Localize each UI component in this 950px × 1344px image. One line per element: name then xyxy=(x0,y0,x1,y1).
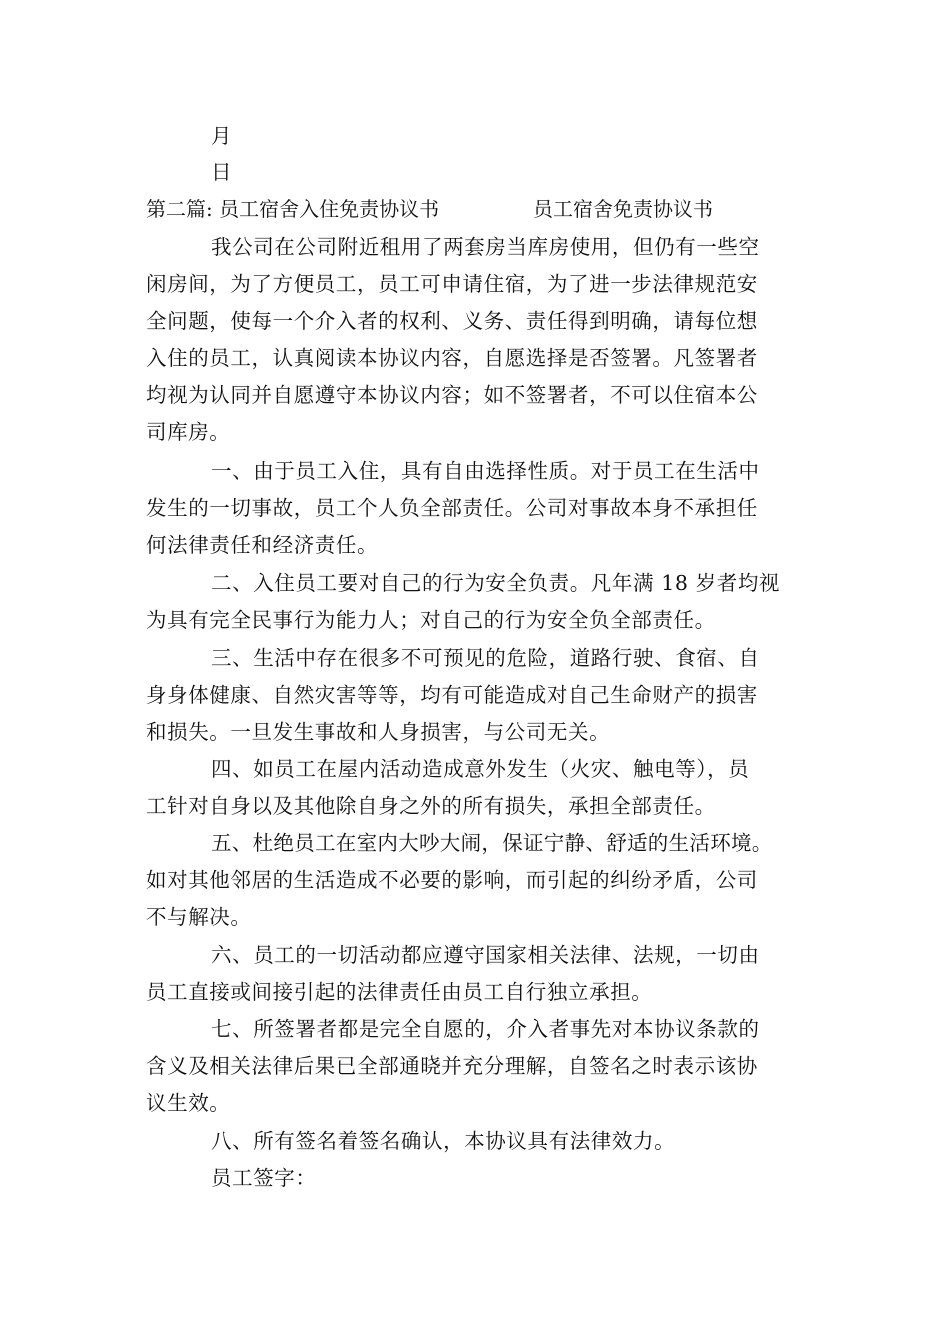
section-heading: 第二篇: 员工宿舍入住免责协议书 xyxy=(146,197,440,221)
clause-7-line: 议生效。 xyxy=(146,1091,231,1115)
date-day: 日 xyxy=(211,160,233,184)
clause-5-line: 不与解决。 xyxy=(146,905,252,929)
signature-label: 员工签字： xyxy=(211,1166,317,1190)
intro-line: 全问题，使每一个介入者的权利、义务、责任得到明确，请每位想 xyxy=(146,309,758,333)
intro-line: 均视为认同并自愿遵守本协议内容；如不签署者，不可以住宿本公 xyxy=(146,383,758,407)
clause-4-line: 四、如员工在屋内活动造成意外发生（火灾、触电等），员 xyxy=(211,757,750,781)
clause-7-line: 含义及相关法律后果已全部通晓并充分理解，自签名之时表示该协 xyxy=(146,1054,758,1078)
clause-2-line: 为具有完全民事行为能力人；对自己的行为安全负全部责任。 xyxy=(146,608,716,632)
clause-5-line: 如对其他邻居的生活造成不必要的影响，而引起的纠纷矛盾，公司 xyxy=(146,868,758,892)
date-month: 月 xyxy=(211,124,233,148)
clause-3-line: 三、生活中存在很多不可预见的危险，道路行驶、食宿、自 xyxy=(211,646,760,670)
clause-8-line: 八、所有签名着签名确认，本协议具有法律效力。 xyxy=(211,1129,676,1153)
clause-3-line: 身身体健康、自然灾害等等，均有可能造成对自己生命财产的损害 xyxy=(146,683,758,707)
clause-6-line: 员工直接或间接引起的法律责任由员工自行独立承担。 xyxy=(146,980,653,1004)
clause-7-line: 七、所签署者都是完全自愿的，介入者事先对本协议条款的 xyxy=(211,1017,760,1041)
clause-2-line: 二、入住员工要对自己的行为安全负责。凡年满 18 岁者均视 xyxy=(211,571,781,595)
document-title: 员工宿舍免责协议书 xyxy=(533,197,713,221)
clause-1-line: 何法律责任和经济责任。 xyxy=(146,533,379,557)
intro-line: 我公司在公司附近租用了两套房当库房使用，但仍有一些空 xyxy=(211,235,760,259)
clause-1-line: 发生的一切事故，员工个人负全部责任。公司对事故本身不承担任 xyxy=(146,496,758,520)
clause-6-line: 六、员工的一切活动都应遵守国家相关法律、法规，一切由 xyxy=(211,943,760,967)
clause-3-line: 和损失。一旦发生事故和人身损害，与公司无关。 xyxy=(146,720,611,744)
intro-line: 闲房间，为了方便员工，员工可申请住宿，为了进一步法律规范安 xyxy=(146,272,758,296)
clause-4-line: 工针对自身以及其他除自身之外的所有损失，承担全部责任。 xyxy=(146,794,716,818)
intro-line: 司库房。 xyxy=(146,420,231,444)
clause-5-line: 五、杜绝员工在室内大吵大闹，保证宁静、舒适的生活环境。 xyxy=(211,831,773,855)
clause-1-line: 一、由于员工入住，具有自由选择性质。对于员工在生活中 xyxy=(211,459,760,483)
intro-line: 入住的员工，认真阅读本协议内容，自愿选择是否签署。凡签署者 xyxy=(146,346,758,370)
